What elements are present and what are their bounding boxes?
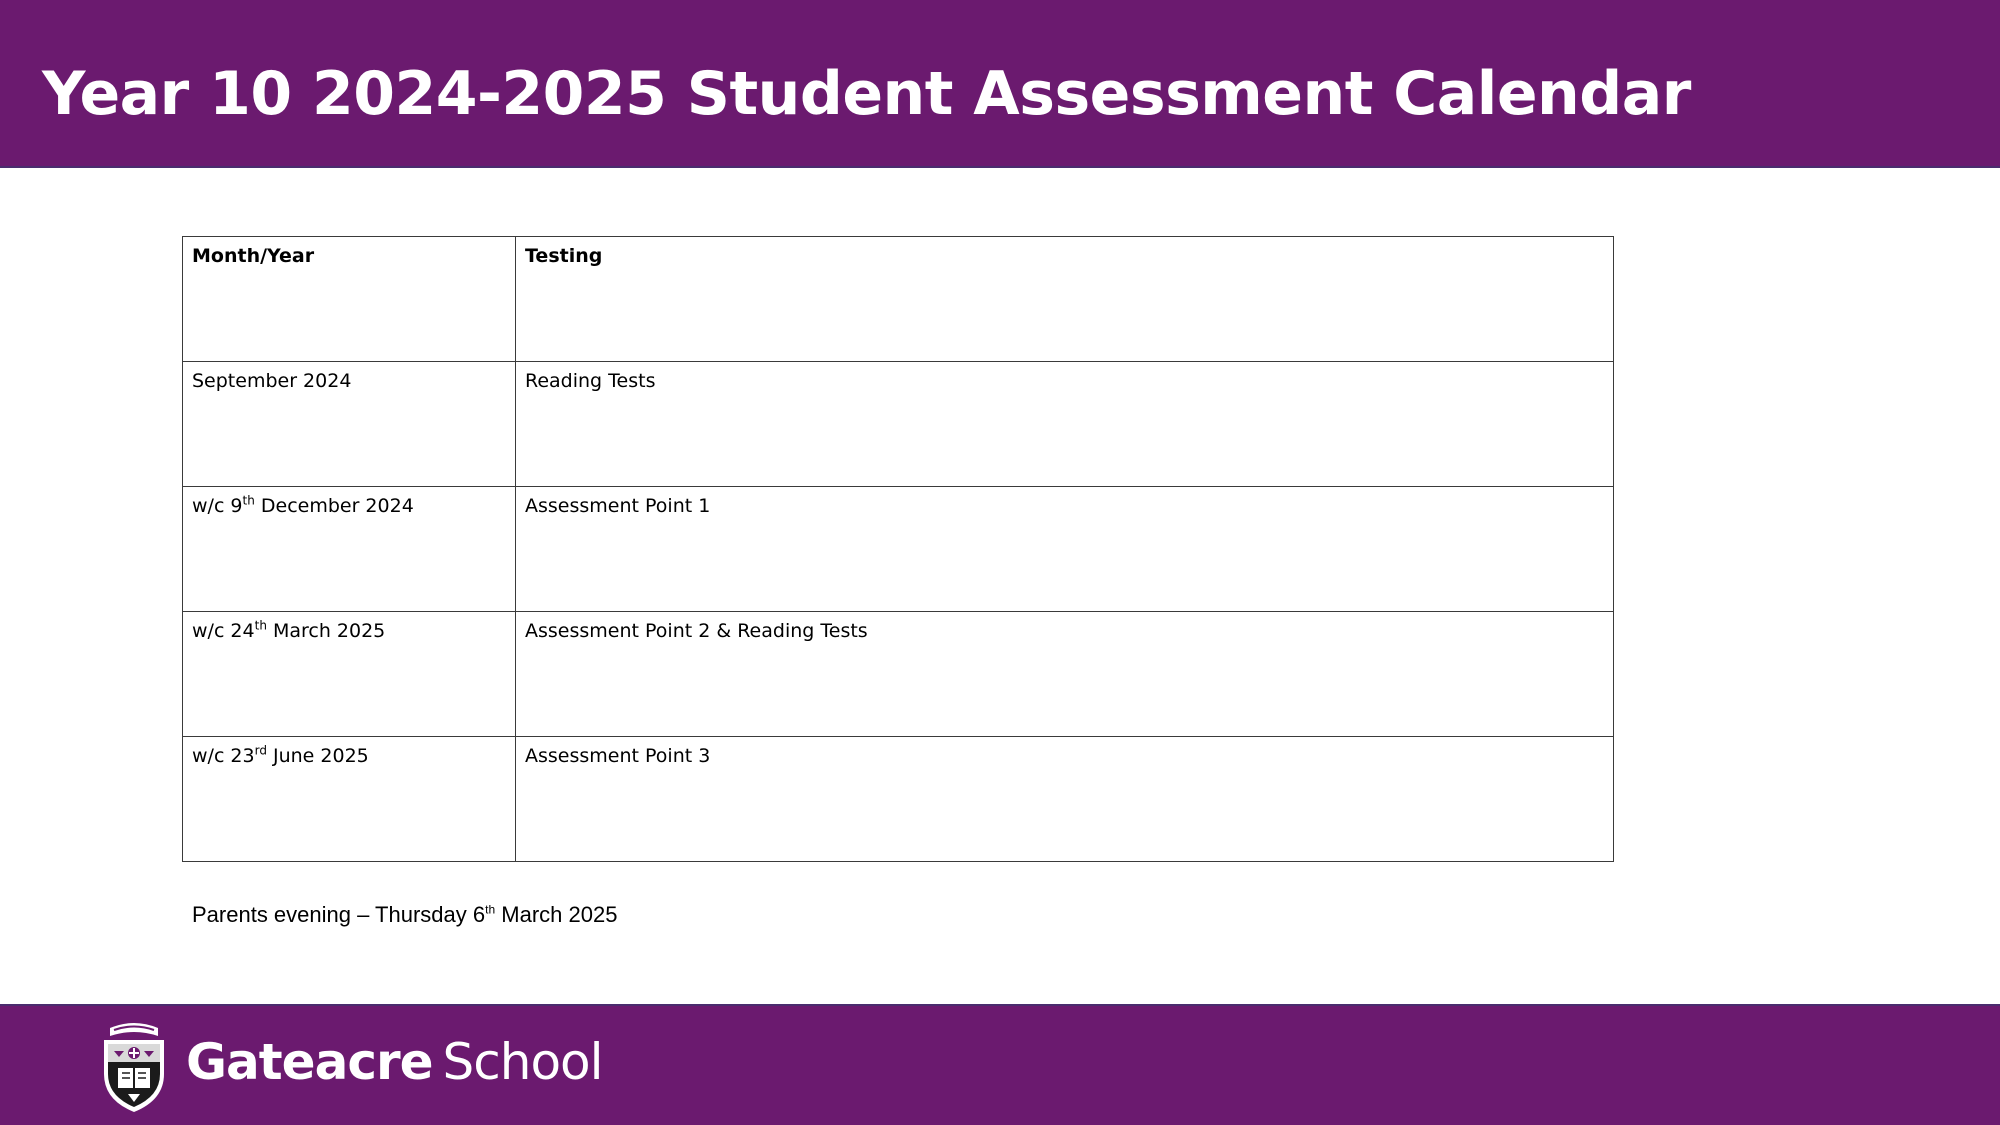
date-cell [183,362,516,487]
table-row [183,487,1614,612]
table-row [183,362,1614,487]
footer-bar [0,1004,2000,1125]
note-text: Parents evening – Thursday 6 [192,902,486,927]
column-header-testing: Testing [516,237,1614,362]
school-name-bold: Gateacre [186,1033,433,1091]
header-bar [0,0,2000,168]
date-cell [183,737,516,862]
school-crest-icon [100,1020,168,1114]
date-cell [183,487,516,612]
table-row [183,612,1614,737]
note-text-rest: March 2025 [495,902,618,927]
note-ordinal: th [485,902,496,917]
testing-cell: Assessment Point 1 [516,487,1614,612]
date-text-rest: December 2024 [254,495,414,517]
testing-cell: Reading Tests [516,362,1614,487]
date-ordinal: th [242,493,255,508]
date-text: w/c 23 [192,745,255,767]
school-name-light: School [442,1033,603,1091]
date-ordinal: th [254,618,267,633]
date-text-rest: March 2025 [266,620,386,642]
testing-cell: Assessment Point 2 & Reading Tests [516,612,1614,737]
page-title: Year 10 2024-2025 Student Assessment Calendar [42,59,1691,129]
date-text-rest: June 2025 [266,745,369,767]
date-cell [183,612,516,737]
column-header-month-year: Month/Year [183,237,516,362]
date-text: w/c 9 [192,495,243,517]
table-header-row [183,237,1614,362]
date-ordinal: rd [254,743,267,758]
date-text: September 2024 [192,370,352,392]
testing-cell: Assessment Point 3 [516,737,1614,862]
school-name [186,1032,603,1092]
assessment-calendar-table [182,236,1614,862]
table-row [183,737,1614,862]
date-text: w/c 24 [192,620,255,642]
parents-evening-note [192,902,617,928]
